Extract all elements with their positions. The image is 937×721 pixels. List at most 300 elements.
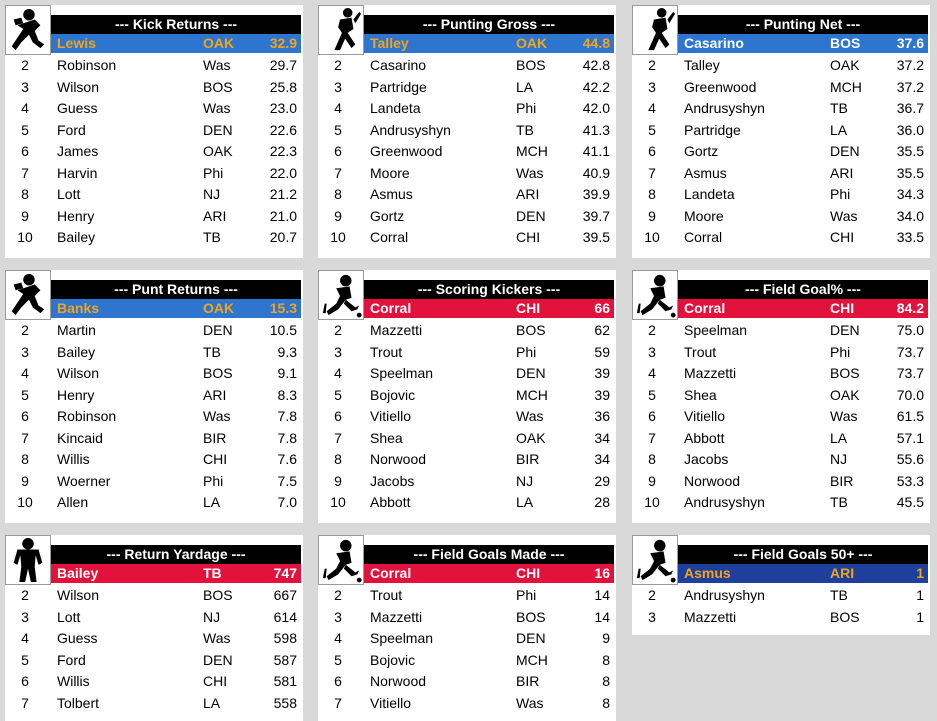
rank-cell: 4 [648,365,656,381]
table-row [5,342,303,364]
stat-value-cell: 39.7 [582,207,610,224]
stat-value-cell: 35.5 [896,164,924,181]
player-name-cell: Kincaid [57,429,103,446]
player-name-cell: Woerner [57,472,111,489]
team-cell: OAK [516,429,546,446]
team-cell: NJ [516,472,534,489]
table-row [318,320,616,342]
card-title: --- Punt Returns --- [51,280,301,299]
team-cell: DEN [516,207,546,224]
table-row [632,55,930,77]
rank-cell: 3 [648,343,656,360]
table-row [318,449,616,471]
kicker-silhouette-icon [318,535,364,585]
leader-team: OAK [516,35,548,51]
stat-value-cell: 8 [602,651,610,668]
table-row [5,320,303,342]
player-name-cell: Gortz [370,207,405,224]
rank-cell: 3 [21,78,29,95]
table-row [5,406,303,428]
rank-cell: 10 [17,494,33,510]
team-cell: TB [516,121,534,138]
card-title: --- Kick Returns --- [51,15,301,34]
stat-value-cell: 7.8 [277,429,297,446]
leader-team: CHI [516,565,541,581]
player-name-cell: Moore [370,164,410,181]
team-cell: Was [516,694,544,711]
team-cell: TB [830,100,848,116]
player-name-cell: Abbott [684,429,725,446]
rank-cell: 2 [21,322,29,338]
stat-value-cell: 8.3 [277,386,297,403]
player-name-cell: Norwood [370,451,427,467]
leader-row [678,299,928,318]
rank-cell: 7 [21,164,29,181]
player-name-cell: Corral [370,229,409,245]
stat-rows [632,55,930,249]
rank-cell: 9 [334,207,342,224]
leader-team: BOS [830,35,861,51]
rank-cell: 10 [17,229,33,245]
team-cell: LA [830,121,848,138]
team-cell: BOS [516,57,546,73]
rank-cell: 5 [21,386,29,403]
player-name-cell: Trout [370,587,403,603]
leader-name: Asmus [684,565,731,581]
rank-cell: 7 [21,694,29,711]
table-row [5,227,303,249]
card-title: --- Punting Net --- [678,15,928,34]
leader-row [51,564,301,583]
table-row [632,141,930,163]
team-cell: Phi [203,164,224,181]
stat-value-cell: 7.5 [277,472,297,489]
team-cell: BIR [203,429,227,446]
player-name-cell: Norwood [370,673,427,689]
leader-value: 44.8 [582,35,610,51]
stat-value-cell: 587 [273,651,297,668]
rank-cell: 4 [21,630,29,646]
stat-value-cell: 57.1 [896,429,924,446]
kicker-silhouette-icon [632,535,678,585]
table-row [5,607,303,629]
kick-returner-silhouette-icon [5,5,51,55]
player-name-cell: Jacobs [370,472,415,489]
player-name-cell: Harvin [57,164,98,181]
leader-row [364,299,614,318]
rank-cell: 4 [334,630,342,646]
leader-value: 37.6 [896,35,924,51]
player-name-cell: James [57,143,99,159]
team-cell: ARI [203,207,227,224]
rank-cell: 8 [21,186,29,202]
rank-cell: 4 [648,100,656,116]
stat-value-cell: 29 [594,472,610,489]
table-row [5,163,303,185]
leader-value: 32.9 [269,35,297,51]
player-name-cell: Ford [57,121,86,138]
stat-value-cell: 14 [594,587,610,603]
table-row [5,363,303,385]
player-name-cell: Norwood [684,472,741,489]
stat-value-cell: 34.3 [896,186,924,202]
player-name-cell: Casarino [370,57,427,73]
stat-value-cell: 53.3 [896,472,924,489]
card-title: --- Field Goals 50+ --- [678,545,928,564]
team-cell: BOS [203,78,233,95]
team-cell: BIR [830,472,854,489]
stat-value-cell: 61.5 [896,408,924,424]
stat-value-cell: 23.0 [269,100,297,116]
table-row [5,628,303,650]
team-cell: Was [516,164,544,181]
player-name-cell: Speelman [370,630,434,646]
player-name-cell: Speelman [684,322,748,338]
stat-value-cell: 8 [602,694,610,711]
player-name-cell: Andrusyshyn [684,100,765,116]
team-cell: BIR [516,673,540,689]
team-cell: Was [203,630,231,646]
table-row [5,385,303,407]
team-cell: TB [203,343,221,360]
leader-name: Casarino [684,35,744,51]
player-name-cell: Vitiello [370,408,411,424]
team-cell: DEN [830,322,860,338]
rank-cell: 2 [648,322,656,338]
player-name-cell: Shea [370,429,403,446]
team-cell: CHI [203,673,228,689]
card-title: --- Field Goals Made --- [364,545,614,564]
table-row [5,428,303,450]
stat-value-cell: 36.7 [896,100,924,116]
stat-rows [632,585,930,628]
player-name-cell: Asmus [370,186,413,202]
table-row [5,77,303,99]
table-row [632,98,930,120]
stat-value-cell: 55.6 [896,451,924,467]
player-name-cell: Andrusyshyn [684,494,765,510]
table-row [318,141,616,163]
table-row [5,98,303,120]
stat-rows [5,585,303,714]
player-name-cell: Trout [370,343,403,360]
stat-value-cell: 34 [594,429,610,446]
card-return-yardage [5,535,303,721]
leader-team: OAK [203,300,235,316]
player-name-cell: Bailey [57,229,96,245]
rank-cell: 5 [648,121,656,138]
stat-value-cell: 667 [273,587,297,603]
stat-value-cell: 7.6 [277,451,297,467]
player-name-cell: Partridge [684,121,741,138]
player-name-cell: Willis [57,451,90,467]
team-cell: BOS [203,587,233,603]
table-row [5,650,303,672]
leader-team: TB [203,565,222,581]
table-row [5,585,303,607]
leader-name: Lewis [57,35,96,51]
leader-row [678,564,928,583]
table-row [632,120,930,142]
team-cell: BOS [516,322,546,338]
stat-value-cell: 7.8 [277,408,297,424]
player-name-cell: Mazzetti [684,365,737,381]
leader-value: 66 [594,300,610,316]
rank-cell: 4 [334,100,342,116]
stat-value-cell: 37.2 [896,78,924,95]
leader-name: Corral [370,565,412,581]
team-cell: BIR [516,451,540,467]
player-name-cell: Tolbert [57,694,100,711]
table-row [5,120,303,142]
rank-cell: 3 [648,608,656,625]
table-row [318,227,616,249]
stat-value-cell: 8 [602,673,610,689]
table-row [632,363,930,385]
stat-value-cell: 70.0 [896,386,924,403]
stat-value-cell: 39 [594,365,610,381]
rank-cell: 8 [648,451,656,467]
player-name-cell: Allen [57,494,89,510]
rank-cell: 10 [644,494,660,510]
player-name-cell: Mazzetti [370,608,423,625]
rank-cell: 8 [648,186,656,202]
table-row [318,585,616,607]
team-cell: Phi [516,100,537,116]
stat-value-cell: 73.7 [896,365,924,381]
stat-value-cell: 41.3 [582,121,610,138]
rank-cell: 3 [334,78,342,95]
card-field-goals-made [318,535,616,721]
rank-cell: 7 [648,429,656,446]
leader-row [678,34,928,53]
rank-cell: 8 [334,186,342,202]
rank-cell: 3 [21,608,29,625]
player-name-cell: Bailey [57,343,96,360]
player-name-cell: Moore [684,207,724,224]
table-row [5,471,303,493]
stat-value-cell: 40.9 [582,164,610,181]
stat-value-cell: 29.7 [269,57,297,73]
card-punting-gross [318,5,616,258]
table-row [632,406,930,428]
leader-value: 15.3 [269,300,297,316]
stat-value-cell: 75.0 [896,322,924,338]
player-name-cell: Wilson [57,587,100,603]
team-cell: DEN [516,365,546,381]
team-cell: CHI [203,451,228,467]
team-cell: ARI [516,186,540,202]
rank-cell: 8 [334,451,342,467]
stat-value-cell: 34.0 [896,207,924,224]
table-row [632,585,930,607]
stat-value-cell: 37.2 [896,57,924,73]
table-row [318,650,616,672]
team-cell: BOS [516,608,546,625]
team-cell: DEN [203,322,233,338]
stat-value-cell: 7.0 [277,494,297,510]
team-cell: LA [203,494,221,510]
leader-name: Corral [370,300,412,316]
table-row [5,693,303,715]
table-row [318,184,616,206]
stat-value-cell: 33.5 [896,229,924,245]
rank-cell: 6 [21,673,29,689]
player-name-cell: Shea [684,386,717,403]
leader-name: Corral [684,300,726,316]
team-cell: LA [830,429,848,446]
leader-name: Banks [57,300,100,316]
player-name-cell: Abbott [370,494,411,510]
stat-value-cell: 21.2 [269,186,297,202]
rank-cell: 5 [21,651,29,668]
stat-rows [318,585,616,714]
player-name-cell: Robinson [57,57,117,73]
team-cell: NJ [203,186,221,202]
table-row [318,163,616,185]
rank-cell: 7 [334,164,342,181]
rank-cell: 4 [21,100,29,116]
player-name-cell: Corral [684,229,723,245]
rank-cell: 8 [21,451,29,467]
rank-cell: 6 [648,143,656,159]
stat-value-cell: 22.6 [269,121,297,138]
team-cell: Was [203,57,231,73]
table-row [318,206,616,228]
stat-value-cell: 558 [273,694,297,711]
stat-value-cell: 39 [594,386,610,403]
table-row [632,492,930,514]
rank-cell: 5 [648,386,656,403]
rank-cell: 2 [334,322,342,338]
rank-cell: 10 [330,229,346,245]
table-row [318,406,616,428]
table-row [318,607,616,629]
rank-cell: 10 [644,229,660,245]
team-cell: Phi [203,472,224,489]
table-row [318,628,616,650]
table-row [5,206,303,228]
rank-cell: 2 [21,57,29,73]
stat-value-cell: 39.9 [582,186,610,202]
stat-value-cell: 59 [594,343,610,360]
rank-cell: 6 [21,408,29,424]
team-cell: Was [830,207,858,224]
table-row [632,320,930,342]
team-cell: TB [830,494,848,510]
team-cell: OAK [830,386,860,403]
stat-value-cell: 45.5 [896,494,924,510]
rank-cell: 9 [21,472,29,489]
team-cell: DEN [516,630,546,646]
stat-value-cell: 9.3 [277,343,297,360]
rank-cell: 2 [648,587,656,603]
rank-cell: 5 [21,121,29,138]
stat-value-cell: 73.7 [896,343,924,360]
card-title: --- Field Goal% --- [678,280,928,299]
leader-row [364,34,614,53]
rank-cell: 6 [648,408,656,424]
player-name-cell: Guess [57,630,98,646]
stat-value-cell: 598 [273,630,297,646]
card-punt-returns [5,270,303,523]
stat-value-cell: 34 [594,451,610,467]
player-name-cell: Gortz [684,143,719,159]
table-row [5,492,303,514]
rank-cell: 5 [334,651,342,668]
rank-cell: 7 [334,429,342,446]
stat-value-cell: 21.0 [269,207,297,224]
stat-value-cell: 10.5 [269,322,297,338]
rank-cell: 7 [334,694,342,711]
stat-value-cell: 614 [273,608,297,625]
rank-cell: 2 [334,587,342,603]
team-cell: OAK [830,57,860,73]
table-row [632,163,930,185]
rank-cell: 2 [21,587,29,603]
card-field-goals-50-plus [632,535,930,635]
team-cell: BOS [830,365,860,381]
table-row [318,428,616,450]
stat-value-cell: 36 [594,408,610,424]
player-name-cell: Bojovic [370,651,416,668]
leader-row [51,34,301,53]
stat-rows [632,320,930,514]
table-row [5,141,303,163]
player-name-cell: Landeta [684,186,735,202]
player-name-cell: Ford [57,651,86,668]
team-cell: Was [516,408,544,424]
rank-cell: 7 [648,164,656,181]
team-cell: Phi [830,186,851,202]
stat-value-cell: 20.7 [269,229,297,245]
table-row [318,98,616,120]
player-name-cell: Jacobs [684,451,729,467]
rank-cell: 4 [21,365,29,381]
stat-value-cell: 28 [594,494,610,510]
stat-value-cell: 14 [594,608,610,625]
rank-cell: 9 [21,207,29,224]
player-name-cell: Wilson [57,78,100,95]
player-name-cell: Bojovic [370,386,416,403]
stat-value-cell: 22.0 [269,164,297,181]
rank-cell: 6 [334,408,342,424]
rank-cell: 7 [21,429,29,446]
rank-cell: 3 [21,343,29,360]
player-name-cell: Vitiello [684,408,725,424]
stat-value-cell: 25.8 [269,78,297,95]
team-cell: TB [830,587,848,603]
player-name-cell: Lott [57,186,81,202]
table-row [5,55,303,77]
stat-value-cell: 42.0 [582,100,610,116]
player-name-cell: Robinson [57,408,117,424]
team-cell: Was [203,100,231,116]
rank-cell: 5 [334,386,342,403]
leader-value: 16 [594,565,610,581]
table-row [5,671,303,693]
team-cell: ARI [830,164,854,181]
team-cell: OAK [203,143,233,159]
table-row [632,184,930,206]
leader-name: Talley [370,35,409,51]
rank-cell: 9 [648,472,656,489]
stat-value-cell: 42.8 [582,57,610,73]
rank-cell: 6 [334,673,342,689]
table-row [632,449,930,471]
leader-team: ARI [830,565,855,581]
player-name-cell: Greenwood [370,143,443,159]
